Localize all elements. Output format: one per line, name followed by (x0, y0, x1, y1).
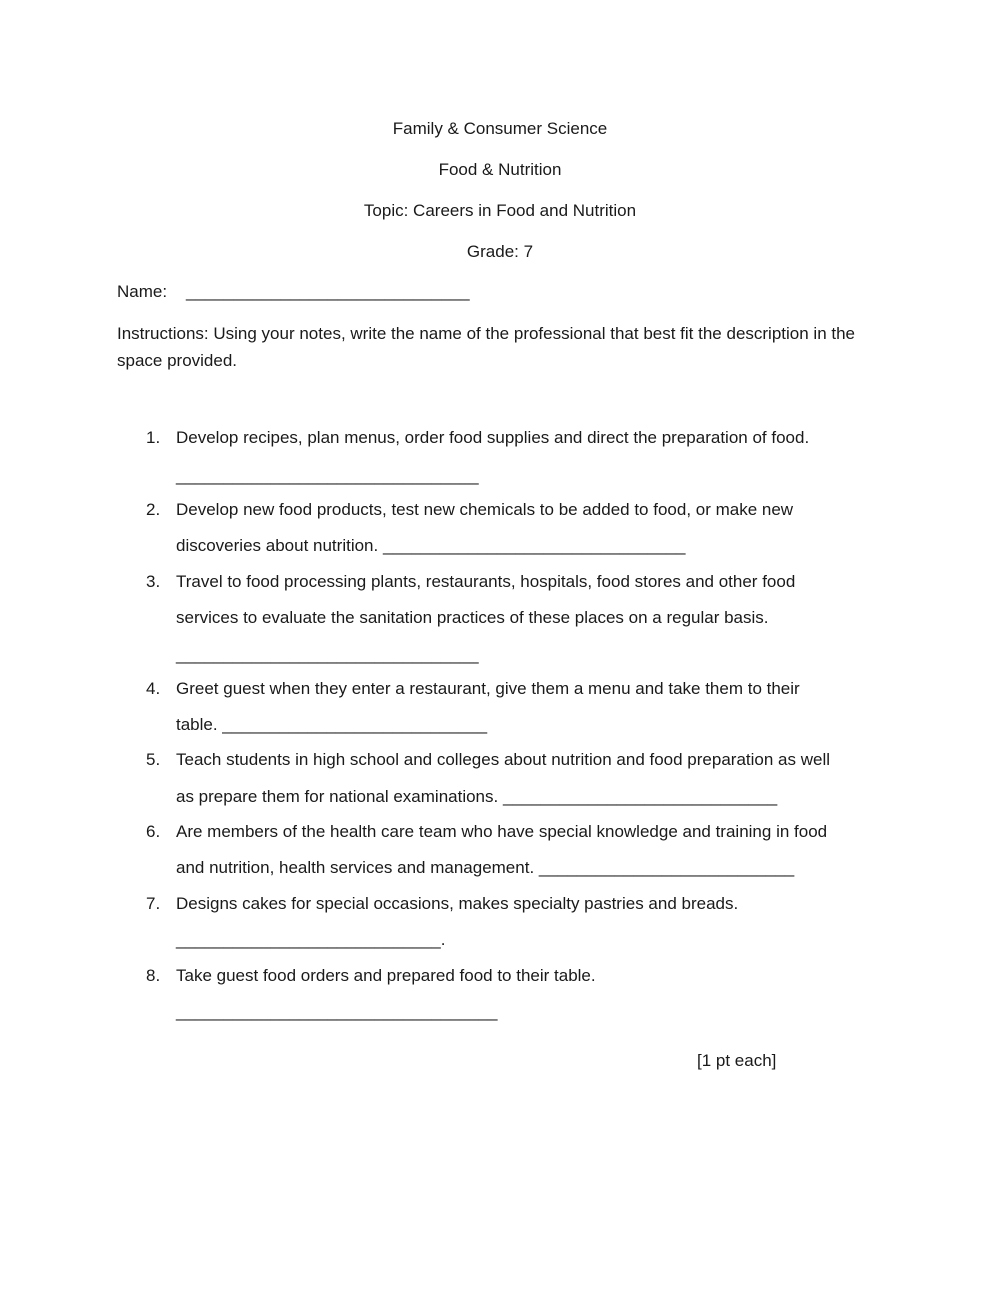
question-8-answer-blank[interactable]: __________________________________ (176, 1002, 498, 1021)
question-2-number: 2. (146, 500, 161, 519)
points-note: [1 pt each] (697, 1051, 777, 1070)
question-8-text: Take guest food orders and prepared food to their table. (176, 966, 596, 985)
question-8-number: 8. (146, 966, 161, 985)
question-4-number: 4. (146, 679, 161, 698)
question-6-number: 6. (146, 822, 161, 841)
question-5-number: 5. (146, 750, 161, 769)
question-1-number: 1. (146, 428, 161, 447)
question-6-text-continued[interactable]: and nutrition, health services and management. ___________________________ (176, 858, 795, 877)
name-label: Name: (117, 282, 168, 301)
question-3-text-continued: services to evaluate the sanitation practices of these places on a regular basis. (176, 608, 769, 627)
question-1-answer-blank[interactable]: ________________________________ (176, 466, 479, 485)
question-4-text-continued[interactable]: table. ____________________________ (176, 715, 488, 734)
question-3-answer-blank[interactable]: ________________________________ (176, 645, 479, 664)
question-2-text: Develop new food products, test new chemicals to be added to food, or make new (176, 500, 794, 519)
question-7-answer-blank[interactable]: ____________________________. (176, 930, 446, 949)
grade-heading: Grade: 7 (466, 242, 534, 261)
name-blank[interactable]: ______________________________ (186, 282, 470, 301)
topic-heading: Topic: Careers in Food and Nutrition (363, 201, 637, 220)
question-6-text: Are members of the health care team who have special knowledge and training in food (176, 822, 828, 841)
course-heading: Food & Nutrition (438, 160, 562, 179)
question-2-text-continued[interactable]: discoveries about nutrition. ________________________________ (176, 536, 686, 555)
question-4-text: Greet guest when they enter a restaurant, give them a menu and take them to their (176, 679, 800, 698)
subject-heading: Family & Consumer Science (392, 119, 608, 138)
question-3-text: Travel to food processing plants, restaurants, hospitals, food stores and other food (176, 572, 796, 591)
instructions-text: Instructions: Using your notes, write the name of the professional that best fit the description in the space provided. (117, 324, 856, 370)
question-7-number: 7. (146, 894, 161, 913)
question-1-text: Develop recipes, plan menus, order food supplies and direct the preparation of food. (176, 428, 810, 447)
question-5-text: Teach students in high school and colleges about nutrition and food preparation as well (176, 750, 830, 769)
question-3-number: 3. (146, 572, 161, 591)
question-5-text-continued[interactable]: as prepare them for national examinations. _____________________________ (176, 787, 778, 806)
question-7-text: Designs cakes for special occasions, makes specialty pastries and breads. (176, 894, 739, 913)
